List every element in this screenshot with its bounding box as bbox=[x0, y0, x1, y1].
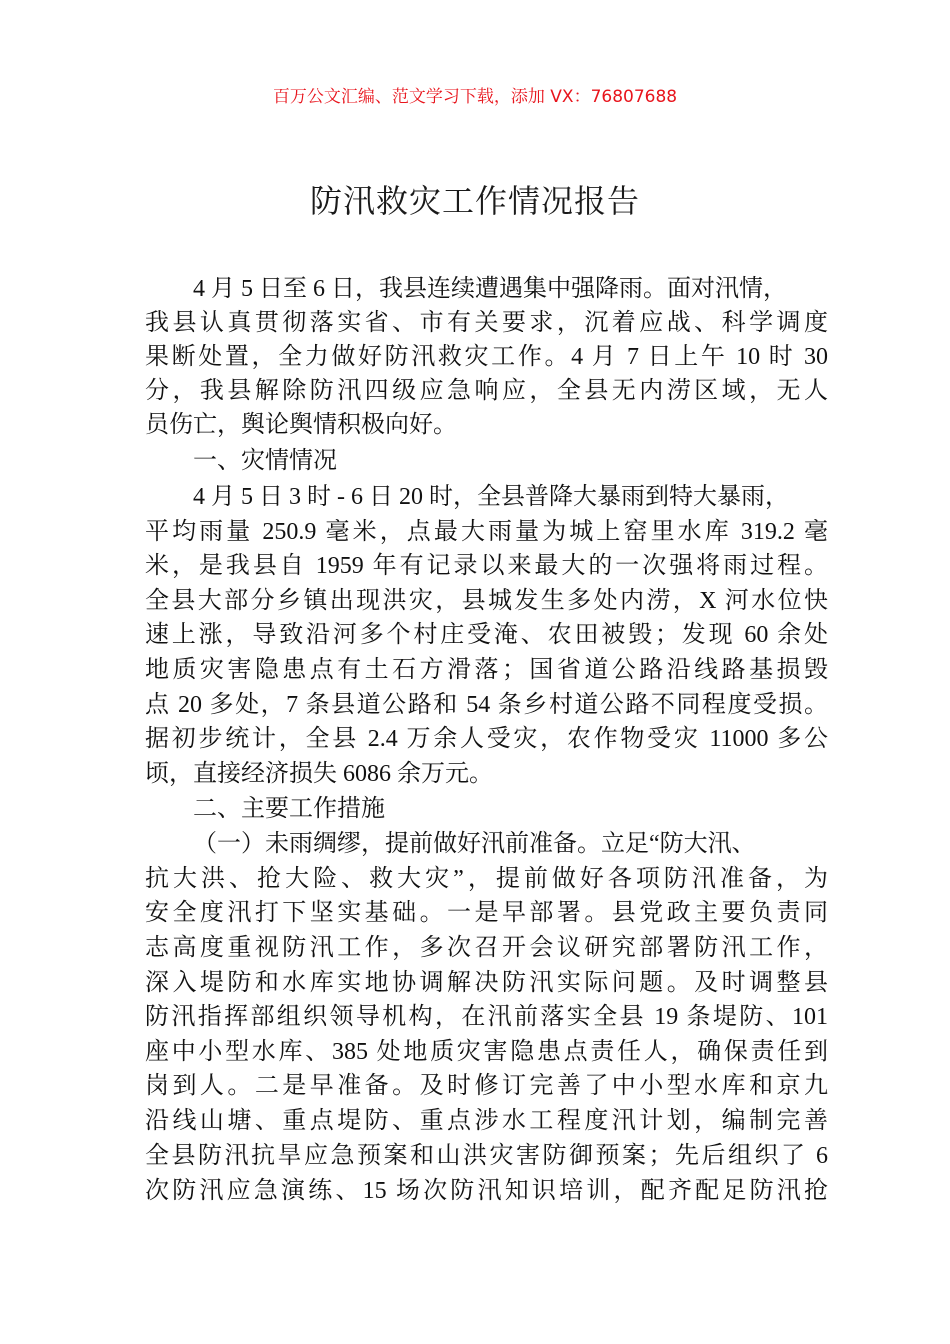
body-line: 岗到人。二是早准备。及时修订完善了中小型水库和京九 bbox=[145, 1073, 828, 1099]
body-line: 防汛指挥部组织领导机构，在汛前落实全县 19 条堤防、101 bbox=[145, 1004, 828, 1030]
body-line: 顷，直接经济损失 6086 余万元。 bbox=[145, 761, 493, 787]
body-line: 点 20 多处，7 条县道公路和 54 条乡村道公路不同程度受损。 bbox=[145, 692, 828, 718]
body-line: 据初步统计，全县 2.4 万余人受灾，农作物受灾 11000 多公 bbox=[145, 726, 828, 752]
document-title: 防汛救灾工作情况报告 bbox=[309, 182, 640, 220]
body-line: 沿线山塘、重点堤防、重点涉水工程度汛计划，编制完善 bbox=[145, 1108, 828, 1134]
body-line: 全县防汛抗旱应急预案和山洪灾害防御预案；先后组织了 6 bbox=[145, 1143, 828, 1169]
body-line: 深入堤防和水库实地协调解决防汛实际问题。及时调整县 bbox=[145, 970, 828, 996]
body-line: 果断处置，全力做好防汛救灾工作。4 月 7 日上午 10 时 30 bbox=[145, 344, 828, 370]
body-line: 分，我县解除防汛四级应急响应，全县无内涝区域，无人 bbox=[145, 378, 828, 404]
section-heading: 二、主要工作措施 bbox=[193, 796, 385, 822]
body-line: 4 月 5 日至 6 日，我县连续遭遇集中强降雨。面对汛情， bbox=[193, 276, 787, 302]
body-line: 志高度重视防汛工作，多次召开会议研究部署防汛工作， bbox=[145, 935, 828, 961]
body-line: 米，是我县自 1959 年有记录以来最大的一次强将雨过程。 bbox=[145, 553, 828, 579]
body-line: 员伤亡，舆论舆情积极向好。 bbox=[145, 412, 457, 438]
body-line: 速上涨，导致沿河多个村庄受淹、农田被毁；发现 60 余处 bbox=[145, 622, 828, 648]
body-line: 4 月 5 日 3 时 - 6 日 20 时，全县普降大暴雨到特大暴雨， bbox=[193, 484, 789, 510]
body-line: 座中小型水库、385 处地质灾害隐患点责任人，确保责任到 bbox=[145, 1039, 828, 1065]
body-line: 抗大洪、抢大险、救大灾”，提前做好各项防汛准备，为 bbox=[145, 866, 828, 892]
body-line: 平均雨量 250.9 毫米，点最大雨量为城上窑里水库 319.2 毫 bbox=[145, 519, 828, 545]
header-note: 百万公文汇编、范文学习下载，添加 VX：76807688 bbox=[272, 87, 678, 107]
section-heading: 一、灾情情况 bbox=[193, 448, 337, 474]
body-line: 全县大部分乡镇出现洪灾，县城发生多处内涝，X 河水位快 bbox=[145, 588, 828, 614]
body-line: 安全度汛打下坚实基础。一是早部署。县党政主要负责同 bbox=[145, 900, 828, 926]
body-line: 次防汛应急演练、15 场次防汛知识培训，配齐配足防汛抢 bbox=[145, 1178, 828, 1204]
body-line: 我县认真贯彻落实省、市有关要求，沉着应战、科学调度 bbox=[145, 310, 828, 336]
body-line: 地质灾害隐患点有土石方滑落；国省道公路沿线路基损毁 bbox=[145, 657, 828, 683]
body-line: （一）未雨绸缪，提前做好汛前准备。立足“防大汛、 bbox=[193, 831, 756, 857]
